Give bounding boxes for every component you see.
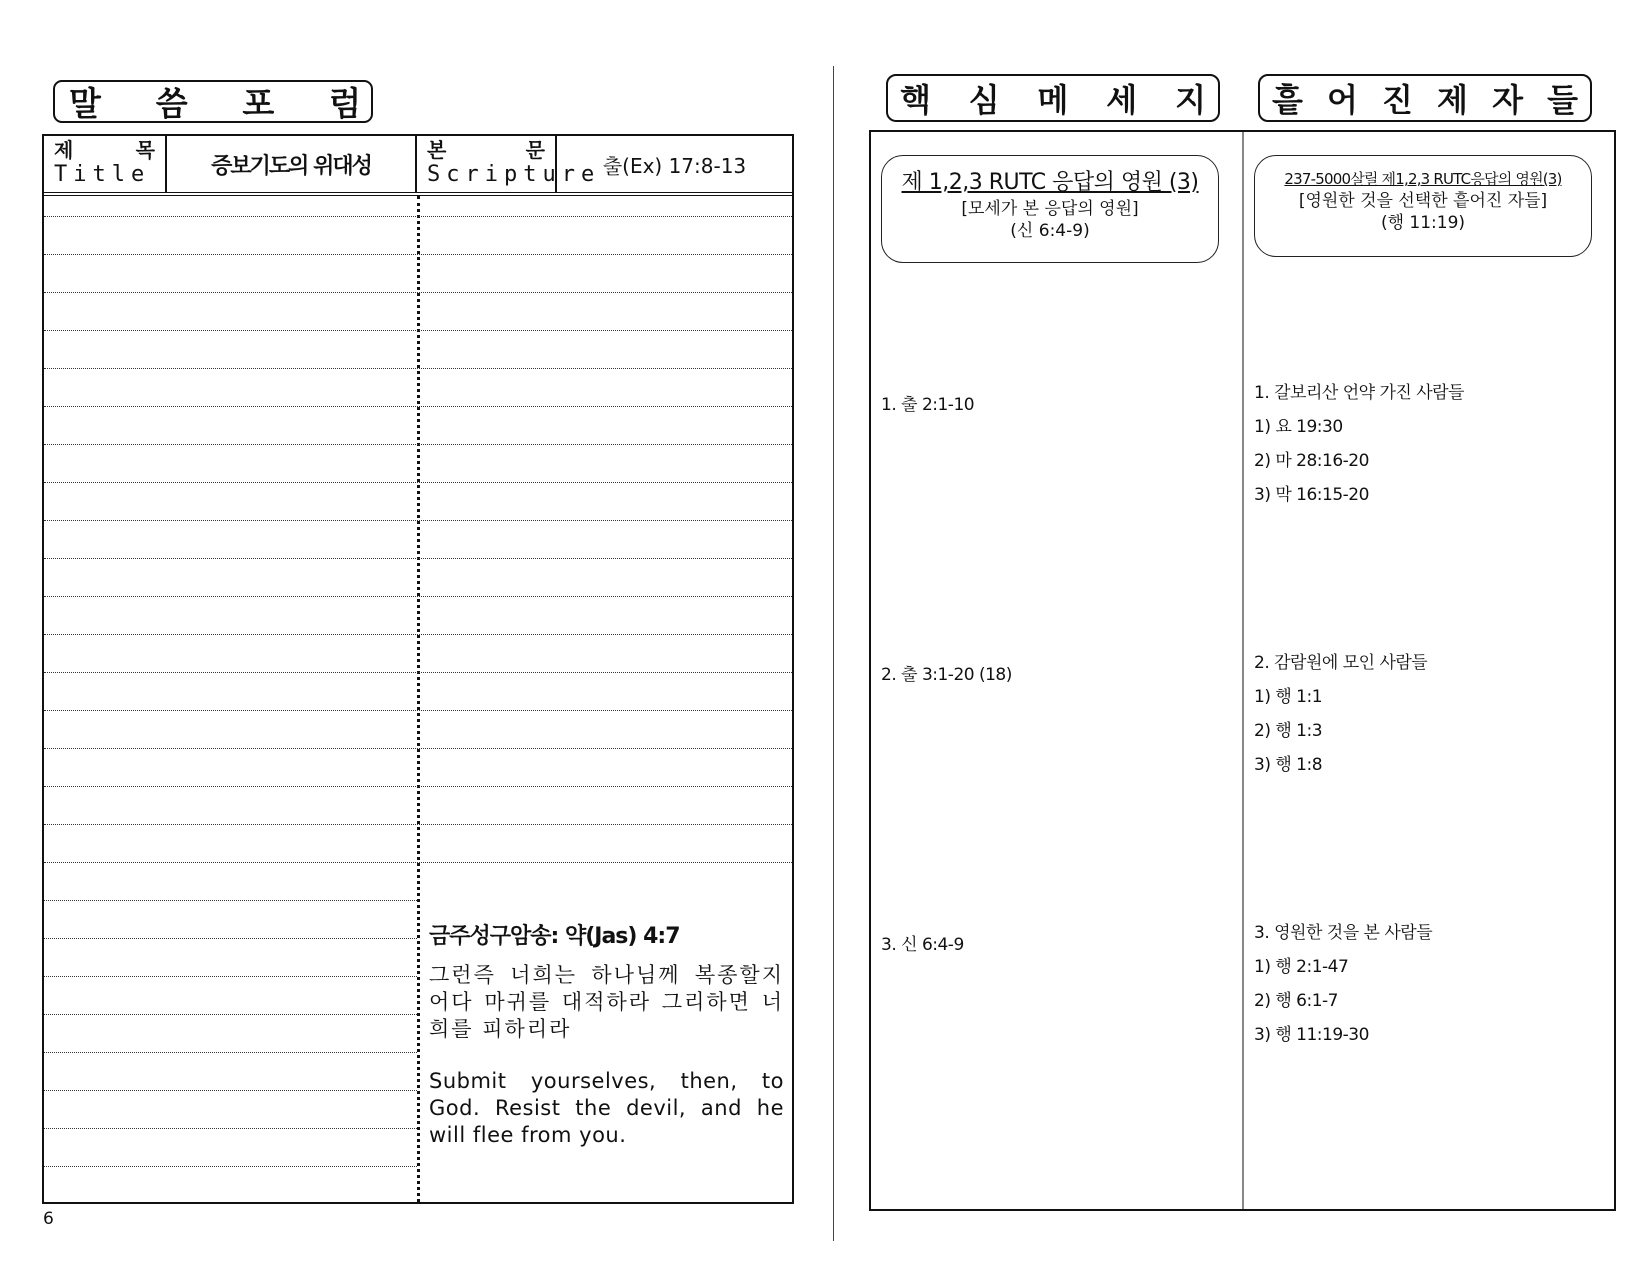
- memory-verse: [429, 919, 784, 1149]
- disciples-section-item: 3) 행 1:8: [1254, 755, 1323, 775]
- disciples-section-heading: 1. 갈보리산 언약 가진 사람들: [1254, 383, 1464, 403]
- core-message-box: [881, 155, 1219, 263]
- note-line: [44, 368, 792, 369]
- disciples-section-item: 3) 행 11:19-30: [1254, 1025, 1369, 1045]
- note-line: [44, 1128, 417, 1129]
- core-message-title-char: 핵: [900, 81, 931, 119]
- title-label-cell: [44, 136, 167, 192]
- memory-verse-korean: 그런즉 너희는 하나님께 복종할지어다 마귀를 대적하라 그리하면 너희를 피하리라: [429, 963, 784, 1041]
- disciples-section-item: 2) 행 1:3: [1254, 721, 1323, 741]
- core-message-box-reference: (신 6:4-9): [1010, 221, 1090, 241]
- core-message-title: [886, 74, 1220, 122]
- core-message-box-subtitle: [모세가 본 응답의 영원]: [961, 199, 1139, 219]
- notes-header-row: [44, 136, 792, 196]
- title-label-en: Title: [54, 162, 151, 187]
- memory-verse-english: Submit yourselves, then, to God. Resist the devil, and he will flee from you.: [429, 1069, 784, 1147]
- scripture-label-en: Scripture: [427, 162, 601, 187]
- note-line: [44, 482, 792, 483]
- forum-title-char: 말: [69, 84, 101, 123]
- core-message-title-char: 심: [968, 81, 1000, 119]
- note-line: [44, 862, 792, 863]
- note-line: [44, 786, 792, 787]
- note-line: [44, 672, 792, 673]
- note-line: [44, 824, 792, 825]
- note-line: [44, 520, 792, 521]
- title-label-ko: 제: [54, 138, 74, 162]
- page-gutter-line: [833, 66, 834, 1241]
- note-line: [44, 1166, 417, 1167]
- note-line: [44, 1052, 417, 1053]
- scattered-disciples-title-char: 제: [1437, 81, 1468, 119]
- disciples-section-item: 3) 막 16:15-20: [1254, 485, 1369, 505]
- scattered-disciples-title-char: 자: [1492, 81, 1523, 119]
- disciples-section-item: 1) 요 19:30: [1254, 417, 1343, 437]
- disciples-section-item: 1) 행 1:1: [1254, 687, 1323, 707]
- forum-title-char: 포: [242, 84, 275, 123]
- core-message-box-title: 제 1,2,3 RUTC 응답의 영원 (3): [901, 170, 1199, 195]
- note-line: [44, 900, 417, 901]
- disciples-section-heading: 2. 감람원에 모인 사람들: [1254, 653, 1428, 673]
- disciples-section-item: 2) 마 28:16-20: [1254, 451, 1369, 471]
- disciples-box-reference: (행 11:19): [1380, 213, 1466, 233]
- scripture-reference: 출(Ex) 17:8-13: [602, 153, 747, 178]
- scattered-disciples-title-char: 들: [1547, 81, 1578, 119]
- scattered-disciples-title-char: 진: [1382, 81, 1413, 119]
- title-label-ko: 목: [135, 138, 155, 162]
- note-line: [44, 748, 792, 749]
- disciples-box-subtitle: [영원한 것을 선택한 흩어진 자들]: [1298, 191, 1548, 211]
- message-table: [869, 130, 1616, 1211]
- notes-table: [42, 134, 794, 1204]
- scattered-disciples-title-char: 흩: [1272, 81, 1303, 119]
- note-line: [44, 634, 792, 635]
- disciples-box: [1254, 155, 1592, 257]
- disciples-section-item: 1) 행 2:1-47: [1254, 957, 1349, 977]
- core-message-title-char: 세: [1106, 81, 1138, 119]
- core-message-title-char: 지: [1175, 81, 1206, 119]
- scripture-label-cell: [417, 136, 601, 192]
- disciples-section-item: 2) 행 6:1-7: [1254, 991, 1338, 1011]
- note-line: [44, 596, 792, 597]
- forum-title-char: 씀: [155, 84, 188, 123]
- scripture-label-ko: 본: [427, 138, 447, 162]
- note-line: [44, 406, 792, 407]
- notes-column-divider: [417, 196, 420, 1202]
- memory-verse-heading: 금주성구암송: 약(Jas) 4:7: [429, 924, 680, 949]
- note-line: [44, 330, 792, 331]
- note-line: [44, 216, 792, 217]
- note-line: [44, 1090, 417, 1091]
- note-line: [44, 292, 792, 293]
- page-number: 6: [43, 1209, 54, 1229]
- message-column-divider: [1242, 132, 1244, 1209]
- core-message-item: 1. 출 2:1-10: [881, 395, 975, 415]
- note-line: [44, 976, 417, 977]
- scripture-label-ko: 문: [525, 138, 545, 162]
- forum-title-box: [53, 80, 373, 123]
- note-line: [44, 444, 792, 445]
- note-line: [44, 558, 792, 559]
- scattered-disciples-title-char: 어: [1327, 81, 1358, 119]
- note-line: [44, 1014, 417, 1015]
- scattered-disciples-title: [1258, 74, 1592, 122]
- note-line: [44, 254, 792, 255]
- note-line: [44, 938, 417, 939]
- sermon-title: 증보기도의 위대성: [167, 136, 417, 192]
- core-message-title-char: 메: [1037, 81, 1069, 119]
- core-message-item: 2. 출 3:1-20 (18): [881, 665, 1012, 685]
- disciples-section-heading: 3. 영원한 것을 본 사람들: [1254, 923, 1433, 943]
- forum-title-char: 럼: [329, 84, 361, 123]
- disciples-box-title: 237-5000살릴 제1,2,3 RUTC응답의 영원(3): [1284, 170, 1562, 188]
- note-line: [44, 710, 792, 711]
- core-message-item: 3. 신 6:4-9: [881, 935, 964, 955]
